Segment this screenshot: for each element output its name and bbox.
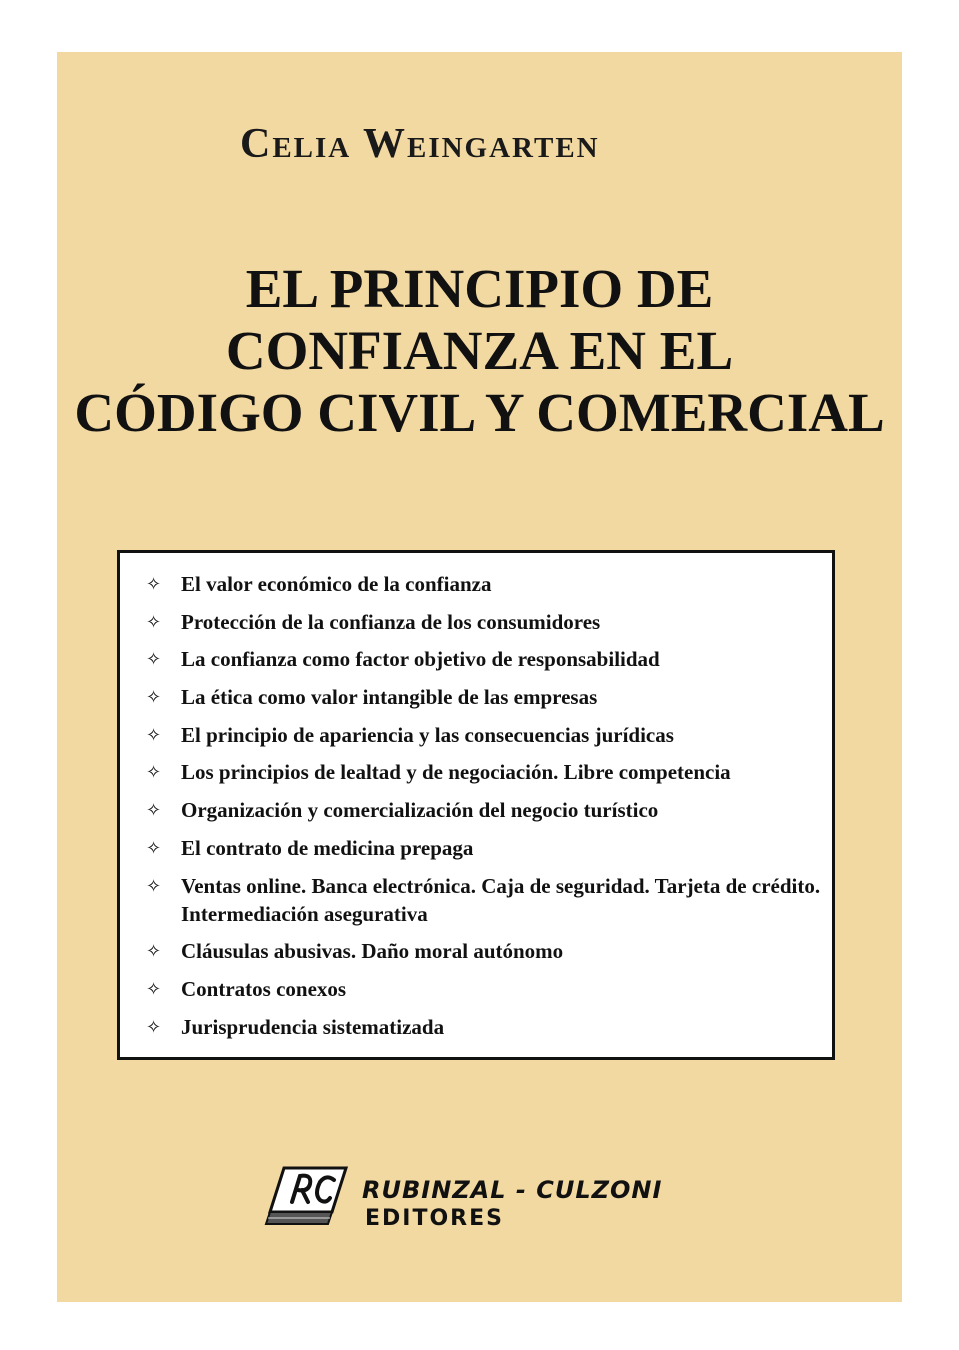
diamond-bullet-icon: ✧ bbox=[146, 837, 162, 858]
diamond-bullet-icon: ✧ bbox=[146, 687, 162, 708]
publisher-subtitle: EDITORES bbox=[365, 1206, 504, 1231]
title-line-1: EL PRINCIPIO DE bbox=[245, 258, 714, 319]
topic-item: ✧ Cláusulas abusivas. Daño moral autónomo bbox=[146, 939, 564, 964]
diamond-bullet-icon: ✧ bbox=[146, 978, 162, 999]
diamond-bullet-icon: ✧ bbox=[146, 574, 162, 594]
topic-item: ✧ La confianza como factor objetivo de responsabilidad bbox=[146, 647, 660, 672]
diamond-bullet-icon: ✧ bbox=[146, 724, 162, 745]
book-cover bbox=[57, 52, 902, 1302]
diamond-bullet-icon: ✧ bbox=[146, 1016, 162, 1037]
diamond-bullet-icon: ✧ bbox=[146, 800, 162, 821]
author-name: Celia Weingarten bbox=[240, 121, 600, 167]
topic-item: ✧ Ventas online. Banca electrónica. Caja de seguridad. Tarjeta de crédito. Intermediación asegurativa bbox=[146, 873, 821, 926]
book-title bbox=[57, 258, 902, 444]
diamond-bullet-icon: ✧ bbox=[146, 875, 162, 896]
publisher-name: RUBINZAL - CULZONI bbox=[362, 1176, 663, 1204]
publisher-logo-icon bbox=[262, 1164, 350, 1230]
topic-item: ✧ Jurisprudencia sistematizada bbox=[146, 1014, 445, 1039]
publisher-block bbox=[262, 1164, 722, 1234]
diamond-bullet-icon: ✧ bbox=[146, 941, 162, 962]
topic-item: ✧ Los principios de lealtad y de negociación. Libre competencia bbox=[146, 760, 731, 785]
topic-item: ✧ Organización y comercialización del negocio turístico bbox=[146, 798, 659, 823]
title-line-3: CÓDIGO CIVIL Y COMERCIAL bbox=[74, 382, 885, 443]
topic-item: ✧ El principio de apariencia y las consecuencias jurídicas bbox=[146, 722, 674, 747]
diamond-bullet-icon: ✧ bbox=[146, 649, 162, 670]
topic-item: ✧ La ética como valor intangible de las empresas bbox=[146, 685, 598, 710]
topic-item: ✧ El contrato de medicina prepaga bbox=[146, 835, 474, 860]
title-line-2: CONFIANZA EN EL bbox=[225, 320, 734, 381]
topic-item: ✧ Protección de la confianza de los consumidores bbox=[146, 609, 601, 634]
topic-item: ✧ Contratos conexos bbox=[146, 976, 347, 1001]
diamond-bullet-icon: ✧ bbox=[146, 611, 162, 632]
topic-item: ✧ El valor económico de la confianza bbox=[146, 572, 492, 596]
diamond-bullet-icon: ✧ bbox=[146, 762, 162, 783]
topics-box bbox=[117, 550, 835, 1060]
